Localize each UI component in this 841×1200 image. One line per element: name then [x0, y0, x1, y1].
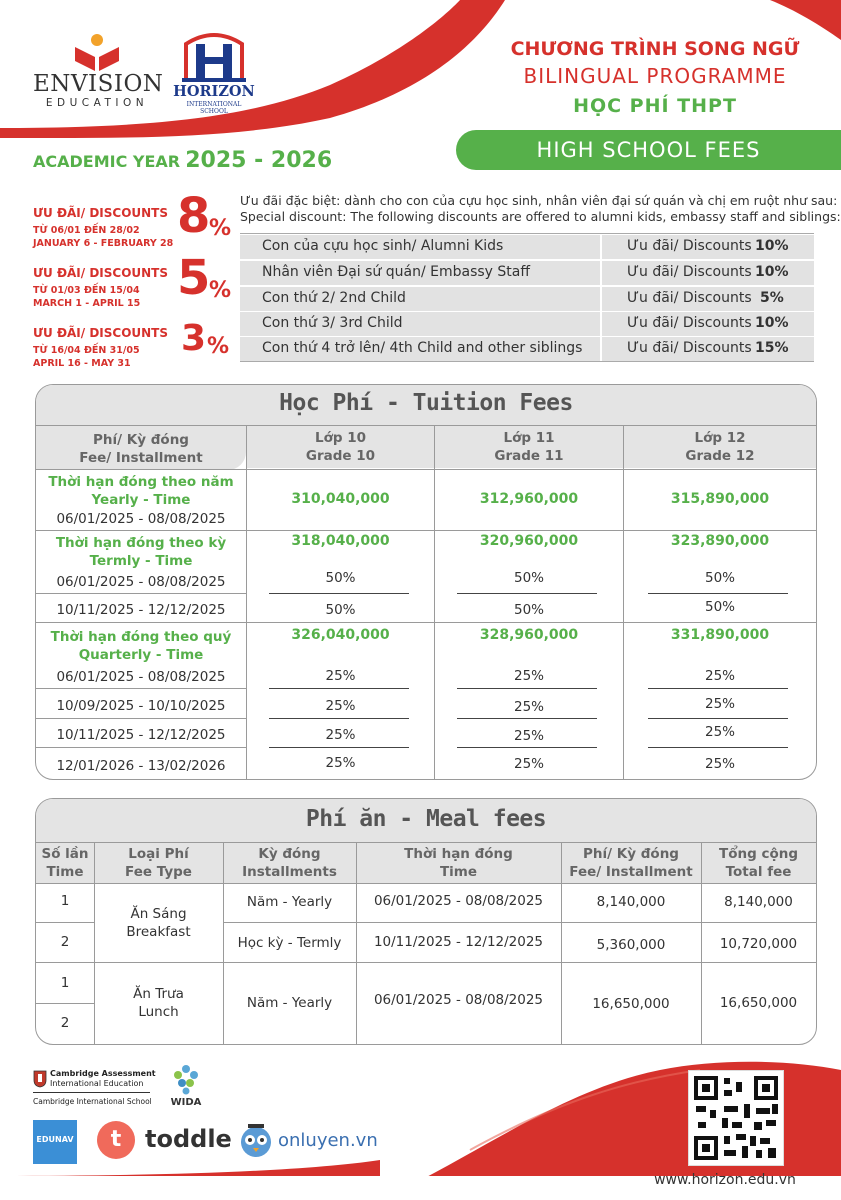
- quarterly-period: 10/09/2025 - 10/10/2025: [56, 698, 226, 714]
- discount-range-en: MARCH 1 - APRIL 15: [33, 298, 141, 309]
- head-vi: Phí/ Kỳ đóng: [583, 846, 679, 862]
- wida-text: WIDA: [170, 1097, 202, 1108]
- termly-price-grade12: 323,890,000: [670, 533, 770, 549]
- special-row-name: Con thứ 3/ 3rd Child: [262, 315, 403, 331]
- onluyen-text: onluyen.vn: [278, 1130, 378, 1151]
- grade-en: Grade 10: [305, 448, 376, 464]
- quarterly-price-grade12: 331,890,000: [670, 627, 770, 643]
- special-row-value: 15%: [755, 340, 789, 356]
- yearly-price-grade12: 315,890,000: [670, 491, 770, 507]
- quarterly-pct: 25%: [704, 724, 735, 740]
- meal-head-time: [36, 845, 94, 881]
- divider: [36, 593, 246, 594]
- quarterly-pct: 25%: [325, 727, 356, 743]
- col-head-vi: Phí/ Kỳ đóng: [93, 432, 189, 448]
- envision-emblem: [33, 33, 161, 73]
- meal-row-number: 2: [60, 1015, 70, 1031]
- divider: [648, 718, 788, 719]
- meal-row-number: 2: [60, 934, 70, 950]
- head-en: Fee Type: [125, 864, 192, 880]
- lunch-type: [94, 985, 223, 1021]
- toddle-logo: [97, 1120, 232, 1160]
- discount-range-vi: TỪ 16/04 ĐẾN 31/05: [33, 345, 140, 356]
- divider: [457, 688, 597, 689]
- special-row-name: Con thứ 4 trở lên/ 4th Child and other siblings: [262, 340, 583, 356]
- grade-11-header: [435, 429, 623, 465]
- yearly-en: Yearly - Time: [91, 492, 191, 508]
- meal-row-total: 10,720,000: [719, 936, 798, 952]
- termly-pct: 50%: [325, 602, 356, 618]
- head-en: Installments: [242, 864, 337, 880]
- quarterly-pct: 25%: [704, 668, 735, 684]
- meal-head-installments: [223, 845, 356, 881]
- meal-panel: [35, 798, 817, 1045]
- special-row-name: Con của cựu học sinh/ Alumni Kids: [262, 238, 504, 254]
- termly-vi: Thời hạn đóng theo kỳ: [55, 535, 227, 551]
- subtitle-banner: [456, 130, 841, 170]
- head-en: Total fee: [725, 864, 792, 880]
- discount-block-3: [33, 318, 233, 376]
- divider: [36, 622, 816, 623]
- envision-logo: [33, 33, 164, 113]
- divider: [457, 593, 597, 594]
- title-vi: CHƯƠNG TRÌNH SONG NGỮ: [510, 38, 800, 60]
- meal-row-number: 1: [60, 975, 70, 991]
- grade-12-header: [624, 429, 816, 465]
- academic-years: 2025 - 2026: [185, 148, 333, 173]
- quarterly-price-grade11: 328,960,000: [479, 627, 579, 643]
- quarterly-vi: Thời hạn đóng theo quý: [50, 629, 232, 645]
- special-row: [240, 311, 814, 336]
- quarterly-pct: 25%: [513, 756, 544, 772]
- special-table-bottom-line: [240, 361, 814, 362]
- quarterly-en: Quarterly - Time: [78, 647, 204, 663]
- head-en: Fee/ Installment: [569, 864, 693, 880]
- discount-block-1: [33, 188, 233, 256]
- divider: [269, 718, 409, 719]
- meal-row-number: 1: [60, 893, 70, 909]
- divider: [36, 747, 246, 748]
- tuition-title: Học Phí - Tuition Fees: [279, 390, 573, 416]
- special-row: [240, 234, 814, 259]
- special-intro-vi: Ưu đãi đặc biệt: dành cho con của cựu học sinh, nhân viên đại sứ quán và chị em ruột như sau:: [240, 193, 838, 208]
- grade-vi: Lớp 12: [694, 430, 746, 446]
- onluyen-logo: [238, 1120, 378, 1160]
- wida-icon: [170, 1063, 202, 1095]
- wida-logo: [166, 1063, 206, 1113]
- special-row-label: Ưu đãi/ Discounts: [627, 315, 752, 331]
- termly-pct: 50%: [513, 570, 544, 586]
- toddle-text: toddle: [145, 1125, 232, 1153]
- cambridge-logo: [33, 1068, 163, 1112]
- head-vi: Loại Phí: [128, 846, 189, 862]
- divider: [269, 747, 409, 748]
- grade-en: Grade 11: [494, 448, 564, 464]
- yearly-label: [36, 473, 246, 509]
- discount-label: ƯU ĐÃI/ DISCOUNTS: [33, 326, 169, 340]
- head-en: Time: [46, 864, 84, 880]
- academic-year: [33, 148, 332, 173]
- discount-range-en: JANUARY 6 - FEBRUARY 28: [33, 238, 174, 249]
- edunav-text: EDUNAV: [36, 1135, 74, 1144]
- envision-sub: EDUCATION: [45, 97, 149, 109]
- title-en: BILINGUAL PROGRAMME: [523, 64, 787, 88]
- cambridge-line1: Cambridge Assessment: [50, 1069, 156, 1078]
- head-en: Time: [439, 864, 478, 880]
- discount-range-vi: TỪ 06/01 ĐẾN 28/02: [33, 225, 140, 236]
- divider: [648, 688, 788, 689]
- meal-row-total: 8,140,000: [724, 894, 793, 910]
- head-vi: Tổng cộng: [718, 846, 798, 862]
- meal-row-period: 06/01/2025 - 08/08/2025: [373, 893, 544, 909]
- divider: [648, 593, 788, 594]
- head-vi: Thời hạn đóng: [404, 846, 513, 862]
- quarterly-pct: 25%: [325, 668, 356, 684]
- special-row-label: Ưu đãi/ Discounts: [627, 340, 752, 356]
- quarterly-period: 10/11/2025 - 12/12/2025: [56, 727, 226, 743]
- divider: [36, 718, 246, 719]
- quarterly-period: 06/01/2025 - 08/08/2025: [56, 669, 226, 685]
- horizon-name: HORIZON: [173, 83, 255, 100]
- termly-pct: 50%: [513, 602, 544, 618]
- termly-en: Termly - Time: [89, 553, 193, 569]
- meal-row-fee: 16,650,000: [592, 996, 670, 1012]
- grade-en: Grade 12: [685, 448, 755, 464]
- discount-label: ƯU ĐÃI/ DISCOUNTS: [33, 266, 169, 280]
- quarterly-period: 12/01/2026 - 13/02/2026: [56, 758, 226, 774]
- divider: [269, 688, 409, 689]
- meal-head-type: [94, 845, 223, 881]
- divider: [648, 747, 788, 748]
- discount-range-vi: TỪ 01/03 ĐẾN 15/04: [33, 285, 140, 296]
- quarterly-pct: 25%: [513, 728, 544, 744]
- quarterly-pct: 25%: [325, 698, 356, 714]
- meal-row-installment: Năm - Yearly: [246, 995, 333, 1011]
- discount-unit: %: [209, 216, 232, 241]
- cambridge-line3: Cambridge International School: [33, 1097, 152, 1106]
- yearly-period: 06/01/2025 - 08/08/2025: [56, 511, 226, 527]
- termly-period: 06/01/2025 - 08/08/2025: [56, 574, 226, 590]
- termly-label: [36, 534, 246, 570]
- type-vi: Ăn Trưa: [133, 986, 184, 1002]
- discount-unit: %: [207, 334, 230, 359]
- breakfast-type: [94, 905, 223, 941]
- divider: [36, 842, 816, 843]
- quarterly-pct: 25%: [325, 755, 356, 771]
- envision-name: ENVISION: [33, 71, 164, 97]
- special-row-label: Ưu đãi/ Discounts: [627, 290, 752, 306]
- termly-price-grade11: 320,960,000: [479, 533, 579, 549]
- special-row-value: 10%: [755, 264, 789, 280]
- col-head-en: Fee/ Installment: [79, 450, 203, 466]
- divider: [223, 922, 816, 923]
- special-row: [240, 336, 814, 361]
- toddle-icon: t: [97, 1121, 135, 1159]
- special-intro-en: Special discount: The following discounts are offered to alumni kids, embassy staff and siblings:: [240, 209, 841, 224]
- grade-10-header: [247, 429, 434, 465]
- special-row-name: Con thứ 2/ 2nd Child: [262, 290, 406, 306]
- termly-price-grade10: 318,040,000: [291, 533, 390, 549]
- divider: [269, 593, 409, 594]
- head-vi: Số lần: [41, 846, 89, 862]
- website-link[interactable]: www.horizon.edu.vn: [654, 1172, 796, 1188]
- meal-row-fee: 5,360,000: [596, 937, 666, 953]
- head-vi: Kỳ đóng: [258, 846, 321, 862]
- meal-head-total: [701, 845, 816, 881]
- qr-code-icon: [694, 1076, 778, 1160]
- grade-vi: Lớp 11: [503, 430, 555, 446]
- qr-code[interactable]: [688, 1070, 784, 1166]
- meal-row-fee: 8,140,000: [596, 894, 666, 910]
- subtitle-vi: HỌC PHÍ THPT: [573, 95, 737, 117]
- discount-unit: %: [209, 278, 232, 303]
- special-row-value: 10%: [755, 315, 789, 331]
- termly-period: 10/11/2025 - 12/12/2025: [56, 602, 226, 618]
- type-en: Breakfast: [126, 924, 191, 940]
- type-vi: Ăn Sáng: [130, 906, 187, 922]
- divider: [36, 530, 816, 531]
- termly-pct: 50%: [325, 570, 356, 586]
- divider: [36, 883, 816, 884]
- yearly-vi: Thời hạn đóng theo năm: [48, 474, 234, 490]
- divider: [36, 469, 816, 470]
- quarterly-pct: 25%: [513, 668, 544, 684]
- special-row-name: Nhân viên Đại sứ quán/ Embassy Staff: [262, 264, 530, 280]
- horizon-emblem: [172, 30, 256, 86]
- discount-range-en: APRIL 16 - MAY 31: [33, 358, 131, 369]
- special-row: [240, 286, 814, 311]
- quarterly-price-grade10: 326,040,000: [291, 627, 390, 643]
- academic-label: ACADEMIC YEAR: [33, 152, 181, 171]
- type-en: Lunch: [138, 1004, 179, 1020]
- special-row-label: Ưu đãi/ Discounts: [627, 264, 752, 280]
- termly-pct: 50%: [704, 599, 735, 615]
- divider: [36, 922, 94, 923]
- meal-row-installment: Năm - Yearly: [246, 894, 333, 910]
- meal-head-fee: [561, 845, 701, 881]
- meal-row-period: 06/01/2025 - 08/08/2025: [373, 992, 544, 1008]
- special-row-value: 10%: [755, 238, 789, 254]
- divider: [33, 1092, 150, 1093]
- divider: [36, 962, 816, 963]
- subtitle-en: HIGH SCHOOL FEES: [536, 138, 761, 162]
- discount-block-2: [33, 250, 233, 316]
- yearly-price-grade11: 312,960,000: [479, 491, 579, 507]
- meal-title: Phí ăn - Meal fees: [305, 806, 547, 832]
- meal-row-installment: Học kỳ - Termly: [237, 935, 342, 951]
- meal-row-period: 10/11/2025 - 12/12/2025: [373, 934, 544, 950]
- divider: [457, 718, 597, 719]
- quarterly-pct: 25%: [704, 696, 735, 712]
- discount-value: 5: [177, 250, 211, 306]
- quarterly-label: [36, 628, 246, 664]
- grade-vi: Lớp 10: [314, 430, 367, 446]
- discount-label: ƯU ĐÃI/ DISCOUNTS: [33, 206, 169, 220]
- meal-row-total: 16,650,000: [719, 995, 798, 1011]
- cambridge-line2: International Education: [50, 1079, 144, 1088]
- owl-icon: [238, 1122, 274, 1158]
- termly-pct: 50%: [704, 570, 735, 586]
- fee-installment-header: [36, 431, 246, 467]
- divider: [36, 688, 246, 689]
- tuition-panel: [35, 384, 817, 780]
- special-row-label: Ưu đãi/ Discounts: [627, 238, 752, 254]
- special-row-value: 5%: [760, 290, 784, 306]
- discount-value: 3: [181, 318, 207, 359]
- quarterly-pct: 25%: [513, 699, 544, 715]
- meal-head-period: [356, 845, 561, 881]
- cambridge-shield-icon: [33, 1070, 47, 1088]
- divider: [457, 747, 597, 748]
- horizon-sub: INTERNATIONAL SCHOOL: [186, 101, 242, 115]
- divider: [36, 1003, 94, 1004]
- special-row: [240, 260, 814, 285]
- edunav-logo: [33, 1120, 77, 1164]
- discount-value: 8: [177, 188, 211, 244]
- yearly-price-grade10: 310,040,000: [291, 491, 390, 507]
- horizon-logo: [172, 30, 256, 115]
- quarterly-pct: 25%: [704, 756, 735, 772]
